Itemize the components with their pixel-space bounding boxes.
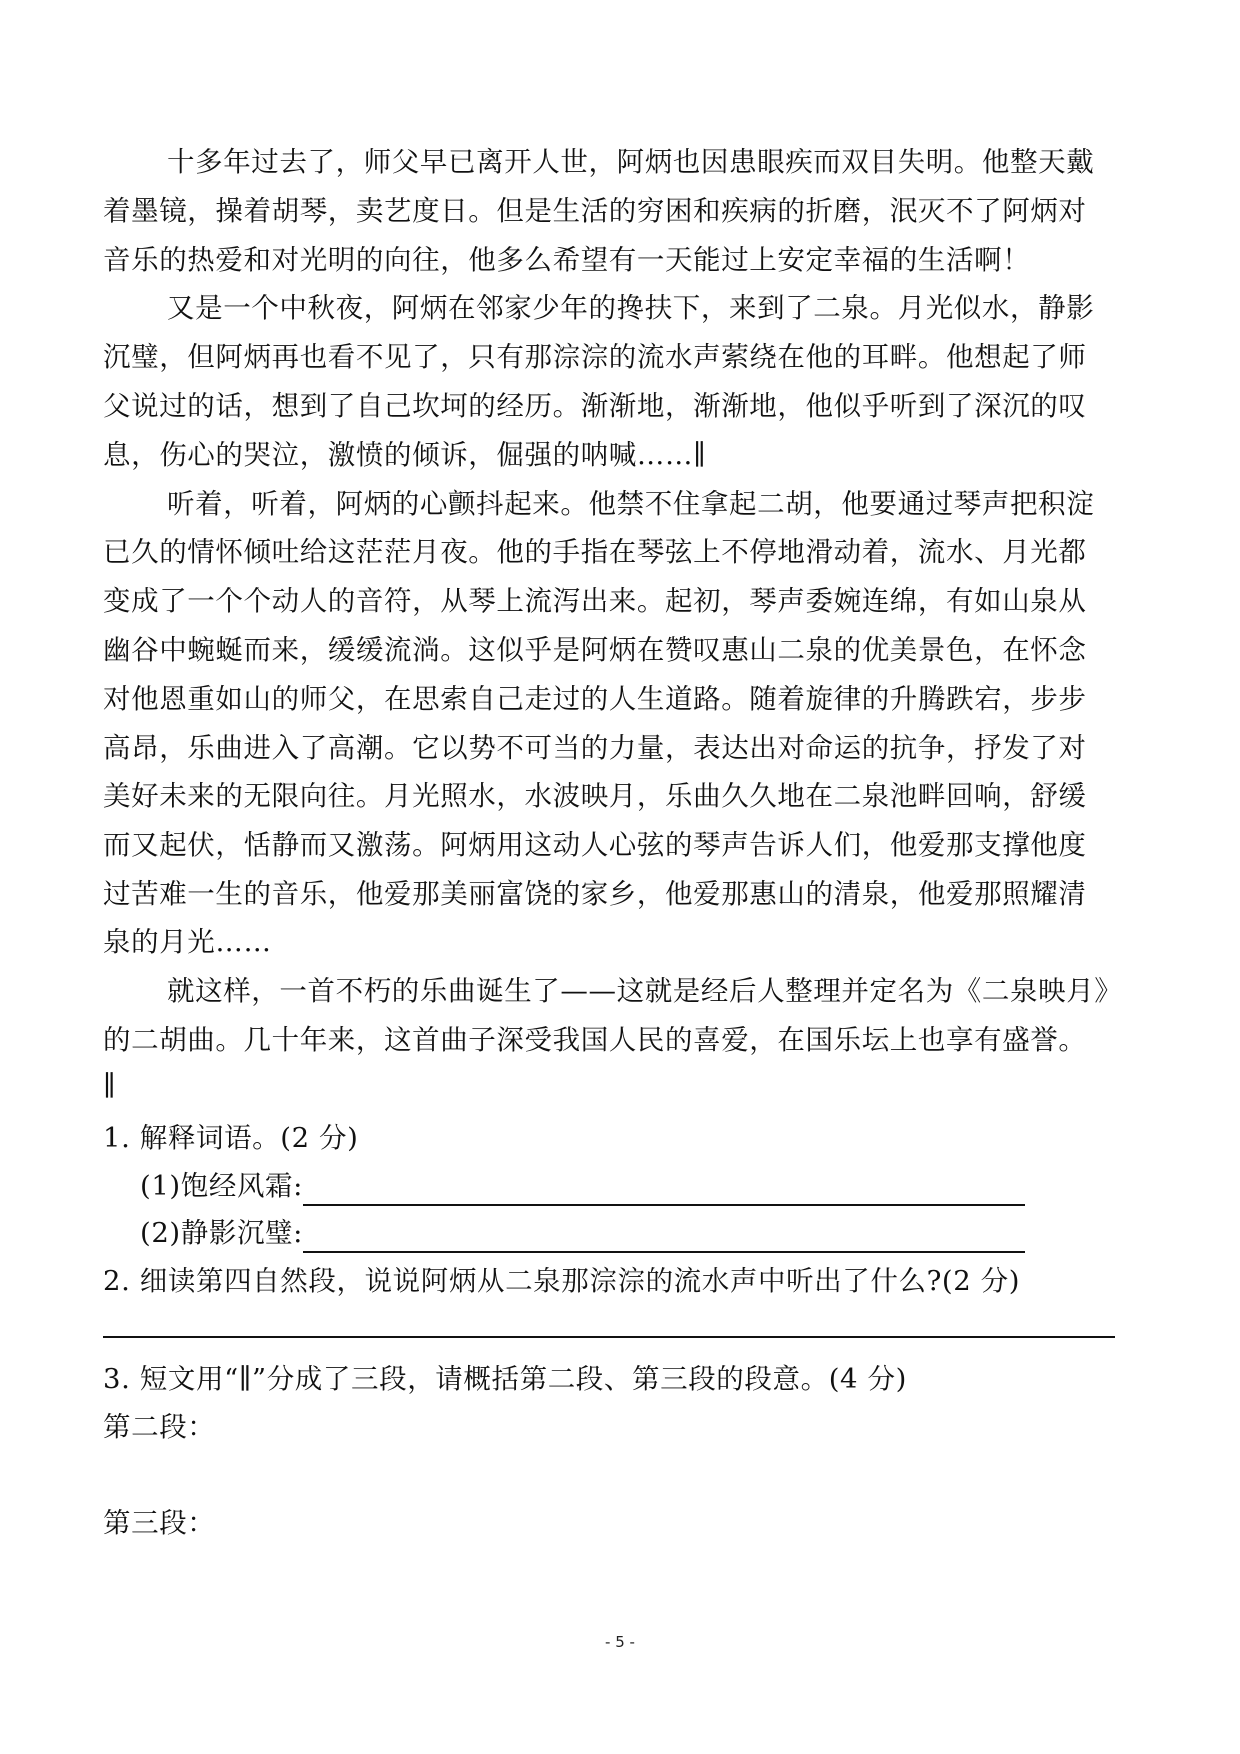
question-2-title: 2. 细读第四自然段，说说阿炳从二泉那淙淙的流水声中听出了什么?(2 分) [103, 1265, 1021, 1297]
passage-line: 过苦难一生的音乐，他爱那美丽富饶的家乡，他爱那惠山的清泉，他爱那照耀清 [103, 878, 1087, 910]
question-1-title: 1. 解释词语。(2 分) [103, 1122, 359, 1154]
passage-line: 高昂，乐曲进入了高潮。它以势不可当的力量，表达出对命运的抗争，抒发了对 [103, 732, 1087, 764]
section-divider-mark: ∥ [103, 1070, 117, 1102]
passage-line: 听着，听着，阿炳的心颤抖起来。他禁不住拿起二胡，他要通过琴声把积淀 [167, 488, 1095, 520]
question-3-part-2-label: 第二段： [103, 1411, 216, 1443]
passage-line: 而又起伏，恬静而又激荡。阿炳用这动人心弦的琴声告诉人们，他爱那支撑他度 [103, 829, 1087, 861]
passage-line: 息，伤心的哭泣，激愤的倾诉，倔强的呐喊……∥ [103, 439, 707, 471]
passage-line: 父说过的话，想到了自己坎坷的经历。渐渐地，渐渐地，他似乎听到了深沉的叹 [103, 390, 1087, 422]
passage-line: 幽谷中蜿蜒而来，缓缓流淌。这似乎是阿炳在赞叹惠山二泉的优美景色，在怀念 [103, 634, 1087, 666]
passage-line: 着墨镜，操着胡琴，卖艺度日。但是生活的穷困和疾病的折磨，泯灭不了阿炳对 [103, 195, 1087, 227]
answer-blank-1[interactable] [303, 1174, 1025, 1206]
item-label: (1)饱经风霜: [140, 1170, 304, 1202]
passage-line: 变成了一个个动人的音符，从琴上流泻出来。起初，琴声委婉连绵，有如山泉从 [103, 585, 1087, 617]
page-number: - 5 - [605, 1633, 635, 1651]
passage-line: 就这样，一首不朽的乐曲诞生了——这就是经后人整理并定名为《二泉映月》 [167, 975, 1123, 1007]
question-1-item-1 [140, 1166, 1155, 1206]
passage-line: 十多年过去了，师父早已离开人世，阿炳也因患眼疾而双目失明。他整天戴 [167, 146, 1095, 178]
passage-line: 音乐的热爱和对光明的向往，他多么希望有一天能过上安定幸福的生活啊！ [103, 244, 1031, 276]
passage-line: 美好未来的无限向往。月光照水，水波映月，乐曲久久地在二泉池畔回响，舒缓 [103, 780, 1087, 812]
item-label: (2)静影沉璧: [140, 1217, 304, 1249]
answer-blank-2[interactable] [303, 1221, 1025, 1253]
question-3-part-3-label: 第三段： [103, 1507, 216, 1539]
passage-line: 的二胡曲。几十年来，这首曲子深受我国人民的喜爱，在国乐坛上也享有盛誉。 [103, 1024, 1087, 1056]
passage-line: 已久的情怀倾吐给这茫茫月夜。他的手指在琴弦上不停地滑动着，流水、月光都 [103, 536, 1087, 568]
passage-line: 泉的月光…… [103, 926, 272, 958]
passage-line: 沉璧，但阿炳再也看不见了，只有那淙淙的流水声萦绕在他的耳畔。他想起了师 [103, 341, 1087, 373]
passage-line: 又是一个中秋夜，阿炳在邻家少年的搀扶下，来到了二泉。月光似水，静影 [167, 292, 1095, 324]
answer-line-q2[interactable] [103, 1336, 1115, 1338]
passage-line: 对他恩重如山的师父，在思索自己走过的人生道路。随着旋律的升腾跌宕，步步 [103, 683, 1087, 715]
question-1-item-2 [140, 1213, 1155, 1253]
question-3-title: 3. 短文用“∥”分成了三段，请概括第二段、第三段的段意。(4 分) [103, 1363, 907, 1395]
